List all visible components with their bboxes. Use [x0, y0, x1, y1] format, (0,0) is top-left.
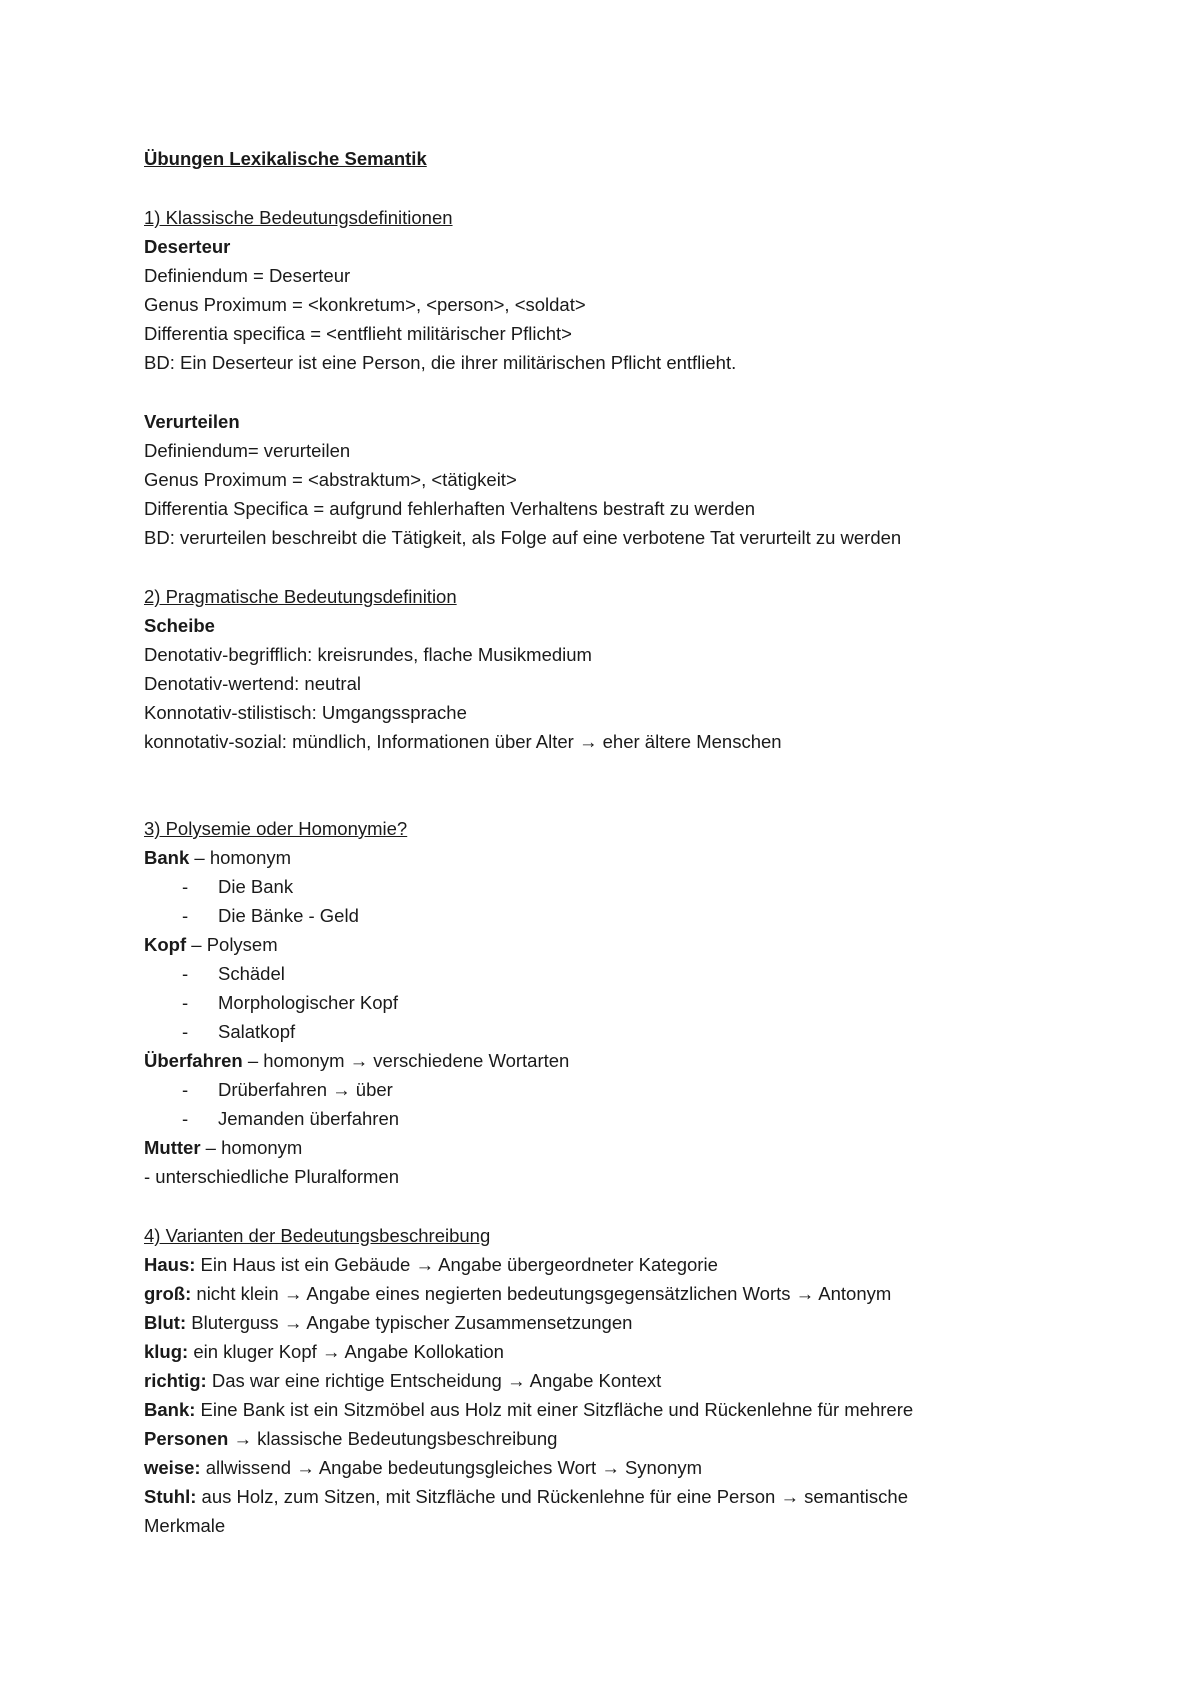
arrow-right-icon: → [233, 1428, 252, 1449]
stuhl-line: Stuhl: aus Holz, zum Sitzen, mit Sitzfläche und Rückenlehne für eine Person → semantische [144, 1486, 908, 1507]
arrow-right-icon: → [578, 731, 598, 752]
bank-definition-line: Bank: Eine Bank ist ein Sitzmöbel aus Holz mit einer Sitzfläche und Rückenlehne für mehrere [144, 1399, 914, 1420]
arrow-right-icon: → [795, 1283, 815, 1304]
ueberfahren-line: Überfahren – homonym → verschiedene Wortarten [144, 1050, 570, 1071]
gross-line: groß: nicht klein → Angabe eines negierten bedeutungsgegensätzlichen Worts → Antonym [144, 1283, 892, 1304]
scheibe-konnotativ-sozial: konnotativ-sozial: mündlich, Informationen über Alter → eher ältere Menschen [144, 731, 782, 752]
section-2-heading: 2) Pragmatische Bedeutungsdefinition [144, 586, 457, 607]
deserteur-definiendum: Definiendum = Deserteur [144, 265, 351, 286]
scheibe-konnotativ-stilistisch: Konnotativ-stilistisch: Umgangssprache [144, 702, 467, 723]
arrow-right-icon: → [780, 1486, 799, 1507]
deserteur-differentia: Differentia specifica = <entflieht militärischer Pflicht> [144, 323, 572, 344]
verurteilen-definiendum: Definiendum= verurteilen [144, 440, 351, 461]
bank-line: Bank – homonym [144, 847, 292, 868]
verurteilen-bd: BD: verurteilen beschreibt die Tätigkeit, als Folge auf eine verbotene Tat verurteilt zu werden [144, 527, 902, 548]
deserteur-genus: Genus Proximum = <konkretum>, <person>, <soldat> [144, 294, 586, 315]
term-scheibe: Scheibe [144, 615, 215, 636]
arrow-right-icon: → [601, 1457, 620, 1478]
document-page: Übungen Lexikalische Semantik 1) Klassische Bedeutungsdefinitionen Deserteur Definiendum = Deserteur Genus Proximum = <konkretum>, <person>, <soldat> Differentia specifica = <entflieht militärischer Pflicht> BD: Ein Deserteur ist eine Person, die ihrer militärischen Pflicht entflieht. Verurteilen Definiendum= verurteilen Genus Proximum = <abstraktum>, <tätigkeit> Differentia Specifica = aufgrund fehlerhaften Verhaltens bestraft zu werden BD: verurteilen beschreibt die Tätigkeit, als Folge auf eine verbotene Tat verurteilt zu werden 2) Pragmatische Bedeutungsdefinition Scheibe Denotativ-begrifflich: kreisrundes, flache Musikmedium Denotativ-wertend: neutral Konnotativ-stilistisch: Umgangssprache konnotativ-sozial: mündlich, Informationen über Alter → eher ältere Menschen 3) Polysemie oder Homonymie? Bank – homonym - Die Bank - Die Bänke - Geld Kopf – Polysem - Schädel - Morphologischer Kopf - Salatkopf Überfahren – homonym → verschiedene Wortarten - Drüberfahren → über - Jemanden überfahren Mutter – homonym - unterschiedliche Pluralformen 4) Varianten der Bedeutungsbeschreibung Haus: Ein Haus ist ein Gebäude → Angabe übergeordneter Kategorie groß: nicht klein → Angabe eines negierten bedeutungsgegensätzlichen Worts → Antonym Blut: Bluterguss → Angabe typischer Zusammensetzungen klug: ein kluger Kopf → Angabe Kollokation richtig: Das war eine richtige Entscheidung → Angabe Kontext Bank: Eine Bank ist ein Sitzmöbel aus Holz mit einer Sitzfläche und Rückenlehne für mehrere Personen → klassische Bedeutungsbeschreibung weise: allwissend → Angabe bedeutungsgleiches Wort → Synonym Stuhl: aus Holz, zum Sitzen, mit Sitzfläche und Rückenlehne für eine Person → semantische Merkmale [144, 148, 914, 1536]
arrow-right-icon: → [506, 1370, 526, 1391]
weise-line: weise: allwissend → Angabe bedeutungsgleiches Wort → Synonym [144, 1457, 703, 1478]
verurteilen-differentia: Differentia Specifica = aufgrund fehlerhaften Verhaltens bestraft zu werden [144, 498, 756, 519]
arrow-right-icon: → [349, 1050, 369, 1071]
blut-line: Blut: Bluterguss → Angabe typischer Zusammensetzungen [144, 1312, 633, 1333]
mutter-note: - unterschiedliche Pluralformen [144, 1166, 400, 1187]
arrow-right-icon: → [283, 1283, 303, 1304]
personen-line: Personen → klassische Bedeutungsbeschreibung [144, 1428, 558, 1449]
deserteur-bd: BD: Ein Deserteur ist eine Person, die ihrer militärischen Pflicht entflieht. [144, 352, 737, 373]
document-title: Übungen Lexikalische Semantik [144, 148, 427, 169]
section-4-heading: 4) Varianten der Bedeutungsbeschreibung [144, 1225, 491, 1246]
arrow-right-icon: → [415, 1254, 434, 1275]
section-3-heading: 3) Polysemie oder Homonymie? [144, 818, 408, 839]
klug-line: klug: ein kluger Kopf → Angabe Kollokation [144, 1341, 504, 1362]
haus-line: Haus: Ein Haus ist ein Gebäude → Angabe übergeordneter Kategorie [144, 1254, 718, 1275]
term-verurteilen: Verurteilen [144, 411, 240, 432]
arrow-right-icon: → [321, 1341, 341, 1362]
section-1-heading: 1) Klassische Bedeutungsdefinitionen [144, 207, 453, 228]
arrow-right-icon: → [283, 1312, 303, 1333]
term-deserteur: Deserteur [144, 236, 231, 257]
kopf-line: Kopf – Polysem [144, 934, 278, 955]
verurteilen-genus: Genus Proximum = <abstraktum>, <tätigkeit> [144, 469, 517, 490]
arrow-right-icon: → [296, 1457, 315, 1478]
stuhl-line-continued: Merkmale [144, 1515, 226, 1536]
arrow-right-icon: → [332, 1079, 351, 1100]
scheibe-denotativ-begrifflich: Denotativ-begrifflich: kreisrundes, flache Musikmedium [144, 644, 592, 665]
mutter-line: Mutter – homonym [144, 1137, 303, 1158]
scheibe-denotativ-wertend: Denotativ-wertend: neutral [144, 673, 361, 694]
richtig-line: richtig: Das war eine richtige Entscheidung → Angabe Kontext [144, 1370, 662, 1391]
